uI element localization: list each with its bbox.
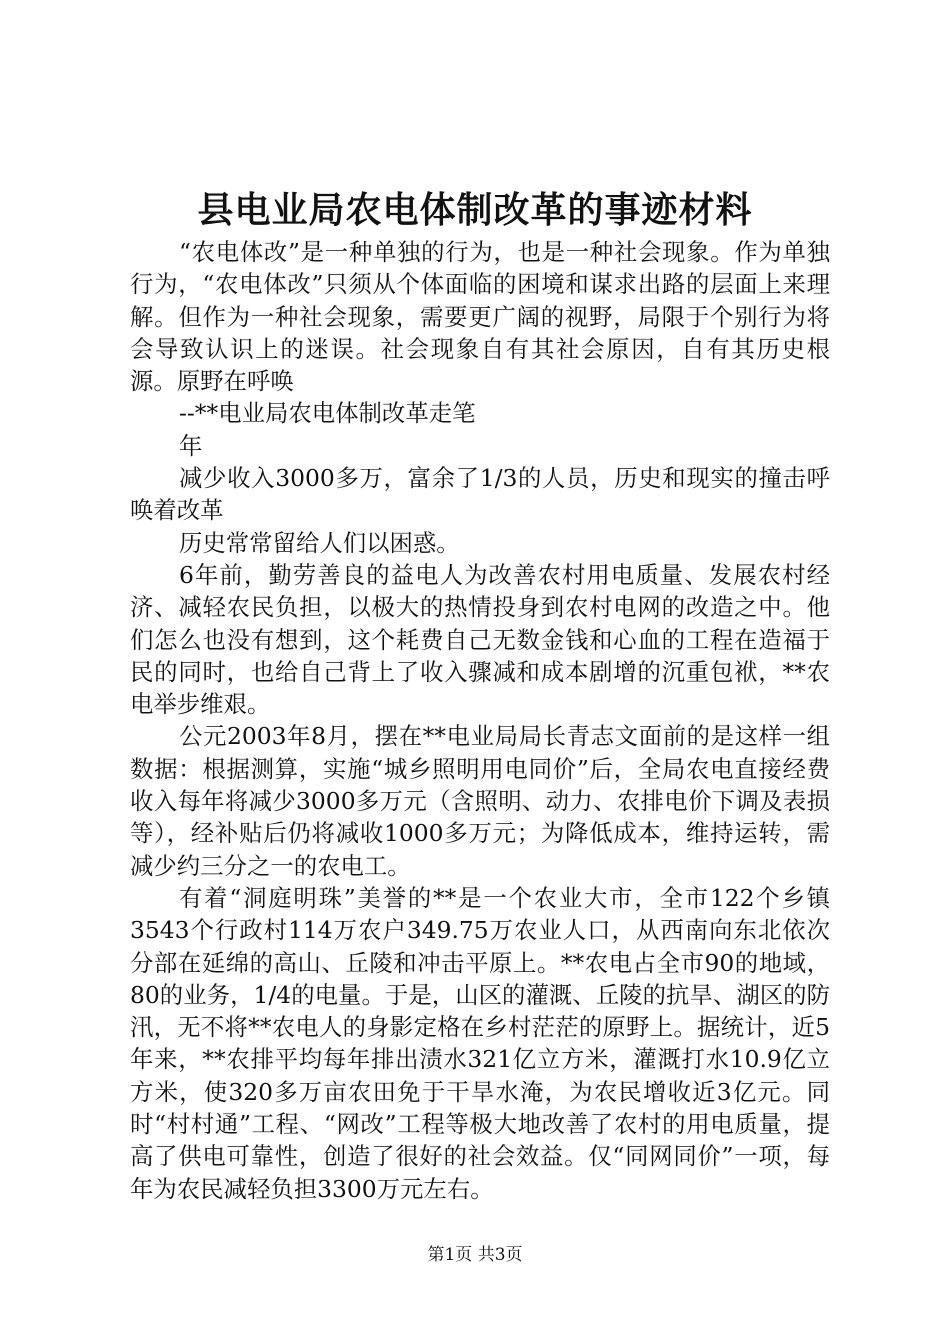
document-body xyxy=(130,236,830,1205)
paragraph-section-heading: 减少收入3000多万，富余了1/3的人员，历史和现实的撞击呼唤着改革 xyxy=(130,464,830,525)
paragraph-year: 年 xyxy=(179,431,203,460)
paragraph-subtitle: --**电业局农电体制改革走笔 xyxy=(179,399,476,428)
paragraph-2003-data: 公元2003年8月，摆在**电业局局长青志文面前的是这样一组数据：根据测算，实施“城乡照明用电同价”后，全局农电直接经费收入每年将减少3000多万元（含照明、动力、农排电价下调及表损等），经补贴后仍将减收1000多万元；为降低成本，维持运转，需减少约三分之一的农电工。 xyxy=(130,722,830,880)
document-title: 县电业局农电体制改革的事迹材料 xyxy=(197,189,753,231)
paragraph-history: 历史常常留给人们以困惑。 xyxy=(179,528,460,557)
paragraph-intro: “农电体改”是一种单独的行为，也是一种社会现象。作为单独行为，“农电体改”只须从个体面临的困境和谋求出路的层面上来理解。但作为一种社会现象，需要更广阔的视野，局限于个别行为将会导致认识上的迷误。社会现象自有其社会原因，自有其历史根源。原野在呼唤 xyxy=(130,238,830,396)
paragraph-six-years-ago: 6年前，勤劳善良的益电人为改善农村用电质量、发展农村经济、减轻农民负担，以极大的热情投身到农村电网的改造之中。他们怎么也没有想到，这个耗费自己无数金钱和心血的工程在造福于民的同时，也给自己背上了收入骤减和成本剧增的沉重包袱，**农电举步维艰。 xyxy=(130,560,830,719)
page-footer: 第1页 共3页 xyxy=(427,1245,523,1265)
paragraph-dongting: 有着“洞庭明珠”美誉的**是一个农业大市，全市122个乡镇3543个行政村114万农户349.75万农业人口，从西南向东北依次分部在延绵的高山、丘陵和冲击平原上。**农电占全市90的地域，80的业务，1/4的电量。于是，山区的灌溉、丘陵的抗旱、湖区的防汛，无不将**农电人的身影定格在乡村茫茫的原野上。据统计，近5年来，**农排平均每年排出渍水321亿立方米，灌溉打水10.9亿立方米，使320多万亩农田免于干旱水淹，为农民增收近3亿元。同时“村村通”工程、“网改”工程等极大地改善了农村的用电质量，提高了供电可靠性，创造了很好的社会效益。仅“同网同价”一项，每年为农民减轻负担3300万元左右。 xyxy=(130,883,830,1203)
